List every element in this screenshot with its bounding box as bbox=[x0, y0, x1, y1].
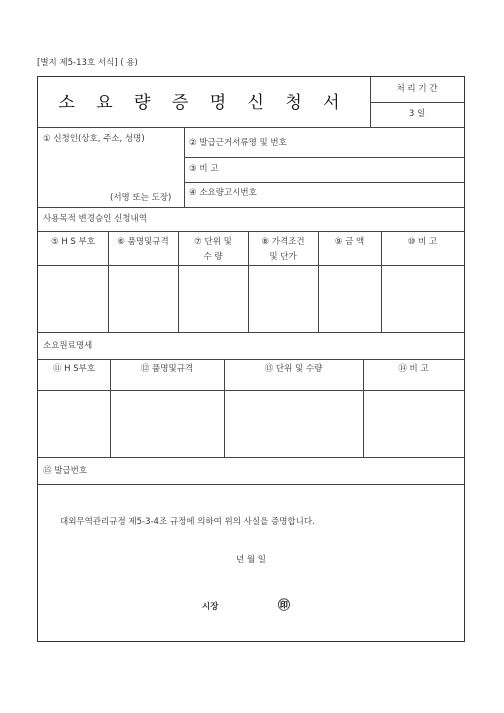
seal-mark: ㊞ bbox=[278, 598, 291, 612]
col-unit-qty: ⑦ 단위 및 bbox=[194, 237, 232, 247]
col-item-spec: ⑥ 품명및규격 bbox=[117, 237, 169, 247]
issuance-document-field: ② 발급근거서류명 및 번호 bbox=[189, 138, 287, 148]
processing-period-label: 처 리 기 간 bbox=[396, 84, 438, 94]
col2-unit-qty: ⑬ 단위 및 수량 bbox=[264, 364, 323, 374]
row-line bbox=[38, 484, 464, 485]
row-line bbox=[38, 265, 464, 266]
row-line bbox=[38, 457, 464, 458]
processing-period-value: 3 일 bbox=[408, 109, 426, 119]
remarks-field: ③ 비 고 bbox=[189, 164, 219, 174]
col-price-terms: ⑧ 가격조건 bbox=[261, 237, 305, 247]
col-amount: ⑨ 금 액 bbox=[334, 237, 365, 247]
section2-title: 소요원료명세 bbox=[43, 341, 93, 351]
form-reference: [별지 제5-13호 서식] ( 용) bbox=[37, 58, 138, 68]
application-form bbox=[37, 76, 465, 642]
row-line bbox=[38, 359, 464, 360]
row-line bbox=[38, 332, 464, 333]
col2-remarks: ⑭ 비 고 bbox=[398, 364, 429, 374]
requirement-notice-field: ④ 소요량고시번호 bbox=[189, 188, 257, 198]
row-line bbox=[38, 231, 464, 232]
certification-statement: 대외무역관리규정 제5-3-4조 규정에 의하여 위의 사실을 증명합니다. bbox=[60, 517, 315, 527]
col2-hs-code: ⑪ H S부호 bbox=[52, 364, 96, 374]
row-line bbox=[38, 127, 464, 128]
col-unit-qty-line2: 수 량 bbox=[203, 252, 223, 262]
applicant-divider bbox=[184, 127, 185, 207]
issuer-title: 시장 bbox=[202, 602, 219, 612]
col-price-terms-line2: 및 단가 bbox=[269, 252, 297, 262]
applicant-sign-note: (서명 또는 도장) bbox=[110, 193, 172, 203]
col-hs-code: ⑤ H S 부호 bbox=[51, 237, 95, 247]
row-line bbox=[184, 157, 464, 158]
row-line bbox=[38, 207, 464, 208]
period-divider bbox=[370, 102, 464, 103]
col2-item-spec: ⑫ 품명및규격 bbox=[140, 364, 194, 374]
issue-number-label: ⑮ 발급번호 bbox=[43, 466, 88, 476]
col-remarks: ⑩ 비 고 bbox=[407, 237, 438, 247]
form-title: 소 요 량 증 명 신 청 서 bbox=[58, 93, 348, 113]
date-line: 년 월 일 bbox=[235, 555, 267, 565]
row-line bbox=[38, 390, 464, 391]
applicant-label: ① 신청인(상호, 주소, 성명) bbox=[43, 134, 145, 144]
section1-title: 사용목적 변경승인 신청내역 bbox=[43, 214, 147, 224]
row-line bbox=[184, 182, 464, 183]
